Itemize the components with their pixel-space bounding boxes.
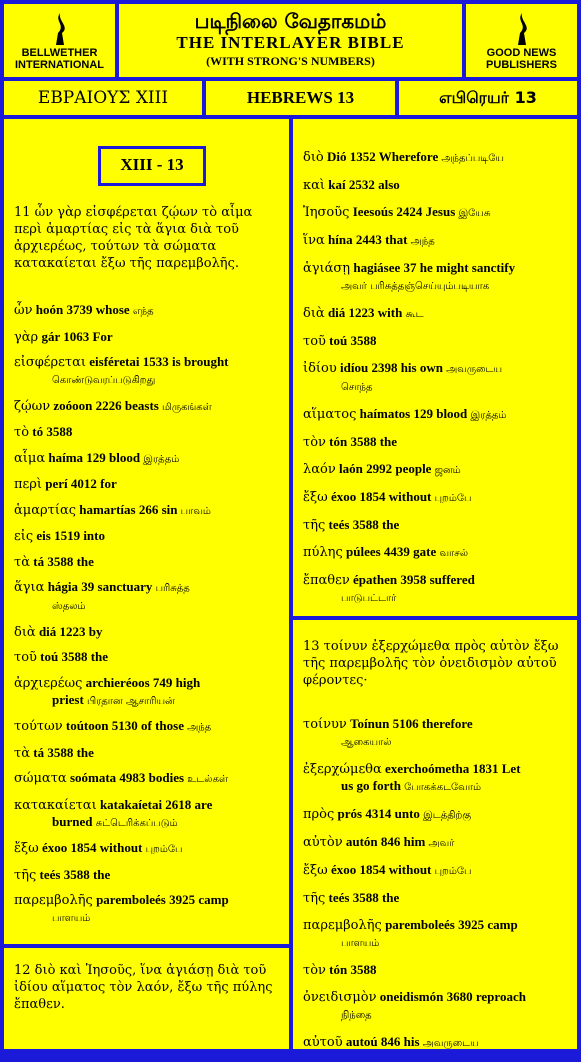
title-block [117, 2, 464, 79]
word-entry [14, 329, 281, 346]
word-entry [303, 989, 569, 1024]
greek-word: ἔπαθεν [303, 573, 350, 588]
word-entry [303, 204, 569, 222]
word-gloss: tón 3588 [325, 962, 377, 977]
word-gloss: katakaíetai 2618 are [96, 796, 213, 812]
entry-continuation [303, 934, 569, 952]
tamil-gloss: புறம்பே [142, 844, 183, 855]
greek-word: διὰ [303, 306, 325, 321]
word-entry [303, 406, 569, 424]
greek-word: περὶ [14, 477, 43, 492]
greek-word: εἰσφέρεται [14, 355, 86, 370]
greek-word: ἔξω [303, 863, 328, 878]
word-entry [303, 517, 569, 534]
word-gloss: hágia 39 sanctuary [44, 579, 153, 594]
tamil-gloss: அவருடைய [419, 1038, 479, 1049]
word-gloss: éxoo 1854 without [327, 862, 432, 877]
word-entry [303, 544, 569, 562]
word-gloss: hína 2443 that [324, 232, 408, 247]
greek-word: διὸ [303, 150, 324, 165]
greek-word: ἔξω [303, 490, 328, 505]
word-gloss: hoón 3739 whose [32, 302, 130, 317]
word-entry [14, 675, 281, 710]
greek-word: εἰς [14, 529, 34, 544]
word-entry [14, 302, 281, 320]
word-gloss: kaí 2532 also [325, 177, 400, 192]
continuation-tamil: போகக்கடவோம் [400, 782, 481, 793]
entry-continuation [14, 692, 281, 710]
word-entry [14, 554, 281, 571]
continuation-tamil: அவர் பரிசுத்தஞ்செய்யும்படியாக [341, 281, 490, 292]
right-top-entry-list [303, 149, 569, 617]
greek-word: Ἰησοῦς [303, 205, 350, 220]
bellwether-logo-text: BELLWETHER INTERNATIONAL [14, 46, 104, 71]
word-gloss: tá 3588 the [29, 744, 94, 760]
word-entry [14, 770, 281, 788]
greek-word: αὐτοῦ [303, 1035, 343, 1050]
word-entry [14, 424, 281, 441]
word-entry [303, 434, 569, 451]
word-gloss: gár 1063 For [38, 328, 113, 344]
word-entry [303, 177, 569, 194]
word-gloss: paremboleés 3925 camp [92, 892, 229, 907]
word-entry [303, 572, 569, 607]
tamil-gloss: அந்த [183, 722, 212, 733]
continuation-tamil: ஆகையால் [341, 737, 392, 748]
word-entry [14, 867, 281, 884]
greek-word: ἐξερχώμεθα [303, 762, 382, 777]
tamil-gloss: புறம்பே [431, 866, 472, 877]
word-gloss: toú 3588 the [36, 649, 109, 664]
word-entry [303, 834, 569, 852]
word-gloss: tá 3588 the [29, 553, 94, 569]
good-news-logo-text: GOOD NEWS PUBLISHERS [486, 46, 557, 71]
greek-word: αἵματος [303, 407, 357, 422]
title-tamil: படிநிலை வேதாகமம் [194, 9, 387, 33]
word-entry [303, 333, 569, 350]
word-gloss: éxoo 1854 without [327, 489, 432, 504]
greek-word: σώματα [14, 771, 67, 786]
greek-word: ἰδίου [303, 361, 337, 376]
entry-continuation [14, 597, 281, 615]
word-gloss: prós 4314 unto [334, 806, 420, 821]
entry-continuation [14, 371, 281, 389]
greek-word: τὸν [303, 435, 326, 450]
greek-word: τοίνυν [303, 717, 347, 732]
greek-word: ἁγιάσῃ [303, 261, 351, 276]
verse-11-text: 11 ὧν γὰρ εἰσφέρεται ζῴων τὸ αἷμα περὶ ἁμαρτίας εἰς τὰ ἅγια διὰ τοῦ ἀρχιερέως, τούτων τὰ σώματα κατακαίεται ἔξω τῆς παρεμβολῆς. [14, 205, 253, 271]
greek-word: αἷμα [14, 450, 46, 466]
greek-word: παρεμβολῆς [14, 893, 93, 908]
greek-word: τὸ [14, 425, 30, 440]
word-entry [303, 917, 569, 952]
greek-word: ἔξω [14, 841, 39, 856]
continuation-tamil: பாளயம் [341, 938, 380, 949]
word-entry [14, 892, 281, 927]
greek-word: τὰ [14, 554, 30, 570]
continuation-english: us go forth [341, 778, 401, 793]
book-tamil-label: எபிரெயர் 13 [439, 87, 537, 107]
word-gloss: perí 4012 for [42, 476, 117, 491]
word-gloss: laón 2992 people [335, 461, 432, 476]
book-english-label: HEBREWS 13 [246, 88, 355, 107]
tamil-gloss: அவர் [425, 838, 455, 849]
book-greek-label: ΕΒΡΑΙΟΥΣ XIII [37, 88, 169, 108]
word-gloss: soómata 4983 bodies [66, 770, 185, 785]
word-entry [303, 149, 569, 167]
greek-word: πύλης [303, 545, 343, 560]
chapter-badge: XIII - 13 [98, 146, 206, 186]
greek-word: ζῴων [14, 398, 51, 414]
greek-word: ἁμαρτίας [14, 502, 76, 518]
continuation-tamil: ஸ்தலம் [52, 601, 86, 612]
word-gloss: exerchoómetha 1831 Let [381, 761, 521, 776]
title-sub: (WITH STRONG'S NUMBERS) [206, 54, 375, 68]
bellwether-logo [2, 2, 117, 79]
entry-continuation [303, 378, 569, 396]
flame-logo-icon [508, 11, 536, 47]
word-entry [14, 579, 281, 615]
greek-word: παρεμβολῆς [303, 918, 382, 933]
verse-13-text: 13 τοίνυν ἐξερχώμεθα πρὸς αὐτὸν ἔξω τῆς παρεμβολῆς τὸν ὀνειδισμὸν αὐτοῦ φέροντες· [303, 639, 559, 688]
greek-word: καὶ [303, 178, 326, 193]
word-gloss: Toínun 5106 therefore [346, 716, 473, 731]
word-entry [303, 862, 569, 880]
greek-word: τῆς [303, 891, 326, 906]
word-gloss: épathen 3958 suffered [349, 572, 475, 587]
entry-continuation [303, 778, 569, 796]
word-gloss: toútoon 5130 of those [62, 718, 184, 733]
tamil-gloss: கூட [402, 309, 424, 320]
entry-continuation [14, 814, 281, 832]
continuation-english: priest [52, 691, 84, 707]
tamil-gloss: உடல்கள் [184, 774, 228, 785]
greek-word: τὸν [303, 963, 326, 978]
word-gloss: teés 3588 the [36, 866, 111, 882]
word-gloss: toú 3588 [325, 333, 377, 348]
continuation-english: burned [52, 813, 93, 829]
continuation-tamil: கொண்டுவரப்படுகிறது [52, 375, 156, 386]
greek-word: ὧν [14, 303, 33, 318]
word-gloss: éxoo 1854 without [38, 840, 143, 855]
continuation-tamil: நிந்தை [341, 1010, 372, 1021]
word-gloss: archieréoos 749 high [82, 674, 201, 690]
word-gloss: haímatos 129 blood [356, 406, 468, 421]
word-gloss: teés 3588 the [325, 890, 400, 905]
word-gloss: eisféretai 1533 is brought [86, 354, 229, 369]
word-entry [14, 718, 281, 736]
word-entry [303, 232, 569, 250]
greek-word: κατακαίεται [14, 797, 97, 813]
word-gloss: haíma 129 blood [45, 449, 141, 465]
word-gloss: hagiásee 37 he might sanctify [350, 260, 516, 275]
book-greek [2, 79, 204, 117]
word-gloss: paremboleés 3925 camp [381, 917, 518, 932]
tamil-gloss: மிருகங்கள் [158, 401, 212, 413]
word-gloss: hamartías 266 sin [76, 501, 178, 517]
continuation-tamil: பிரதான ஆசாரியன் [83, 695, 175, 707]
continuation-tamil: பாடுபட்டார் [341, 593, 397, 604]
tamil-gloss: வாசல் [436, 548, 469, 559]
greek-word: τῆς [14, 867, 37, 883]
word-entry [14, 624, 281, 641]
word-gloss: idíou 2398 his own [336, 360, 443, 375]
entry-continuation [303, 277, 569, 295]
word-gloss: tó 3588 [29, 424, 73, 439]
word-gloss: tón 3588 the [325, 434, 398, 449]
good-news-logo [464, 2, 579, 79]
greek-word: τὰ [14, 745, 30, 761]
word-entry [303, 1034, 569, 1052]
left-panel [2, 117, 291, 946]
word-gloss: oneidismón 3680 reproach [376, 989, 526, 1004]
greek-word: τοῦ [14, 650, 37, 665]
greek-word: λαόν [303, 462, 336, 477]
word-entry [14, 450, 281, 468]
word-entry [14, 840, 281, 858]
continuation-tamil: சொந்த [341, 382, 373, 393]
entry-continuation [303, 1006, 569, 1024]
tamil-gloss: பரிசுத்த [152, 583, 190, 594]
word-entry [303, 461, 569, 479]
greek-word: ἵνα [303, 233, 325, 248]
tamil-gloss: புறம்பே [431, 493, 472, 504]
greek-word: ἀρχιερέως [14, 675, 83, 691]
greek-word: τοῦ [303, 334, 326, 349]
entry-continuation [303, 733, 569, 751]
word-entry [303, 890, 569, 907]
greek-word: διὰ [14, 624, 36, 640]
word-entry [303, 360, 569, 396]
tamil-gloss: அவருடைய [442, 364, 503, 375]
tamil-gloss: இடத்திற்கு [419, 810, 472, 821]
word-entry [14, 649, 281, 666]
tamil-gloss: அந்தப்படியே [438, 153, 504, 164]
word-entry [14, 354, 281, 389]
entry-continuation [303, 589, 569, 607]
word-entry [14, 745, 281, 762]
tamil-gloss: இயேசு [455, 208, 491, 219]
word-entry [303, 716, 569, 751]
greek-word: τῆς [303, 518, 326, 533]
greek-word: γὰρ [14, 329, 39, 345]
word-gloss: diá 1223 with [324, 305, 403, 320]
flame-logo-icon [46, 11, 74, 47]
greek-word: πρὸς [303, 807, 335, 822]
word-entry [303, 260, 569, 295]
tamil-gloss: அந்த [407, 236, 435, 247]
greek-word: τούτων [14, 719, 63, 734]
word-entry [303, 962, 569, 979]
tamil-gloss: எந்த [129, 306, 154, 317]
continuation-tamil: சுட்டெரிக்கப்படும் [92, 817, 178, 829]
word-entry [14, 398, 281, 416]
right-bottom-panel [291, 618, 579, 1051]
word-entry [303, 806, 569, 824]
word-entry [303, 489, 569, 507]
greek-word: αὐτὸν [303, 835, 343, 850]
word-gloss: teés 3588 the [325, 517, 400, 532]
word-gloss: autoú 846 his [342, 1034, 420, 1049]
word-entry [14, 502, 281, 520]
greek-word: ὀνειδισμὸν [303, 990, 377, 1005]
right-bottom-entry-list [303, 716, 569, 1062]
word-entry [303, 761, 569, 796]
word-gloss: diá 1223 by [35, 623, 103, 639]
verse-12-panel [2, 946, 291, 1051]
entry-continuation [14, 909, 281, 927]
verse-12-text: 12 διὸ καὶ Ἰησοῦς, ἵνα ἁγιάσῃ διὰ τοῦ ἰδίου αἵματος τὸν λαόν, ἔξω τῆς πύλης ἔπαθεν. [14, 963, 273, 1012]
word-gloss: púlees 4439 gate [342, 544, 437, 559]
greek-word: ἅγια [14, 580, 45, 595]
left-entry-list [14, 302, 281, 936]
word-entry [303, 305, 569, 323]
word-gloss: zoóoon 2226 beasts [50, 397, 159, 413]
word-gloss: Ieesoús 2424 Jesus [349, 204, 456, 219]
continuation-tamil: பாளயம் [52, 913, 91, 924]
right-top-panel [291, 117, 579, 618]
book-tamil [397, 79, 579, 117]
title-english: THE INTERLAYER BIBLE [176, 33, 405, 52]
word-gloss: Dió 1352 Wherefore [323, 149, 439, 164]
word-entry [14, 476, 281, 493]
tamil-gloss: இரத்தம் [467, 410, 507, 421]
word-gloss: autón 846 him [342, 834, 426, 849]
tamil-gloss: ஜனம் [431, 465, 461, 476]
book-english [204, 79, 397, 117]
tamil-gloss: பாவம் [177, 505, 211, 517]
word-entry [14, 797, 281, 832]
word-entry [14, 528, 281, 545]
word-gloss: eis 1519 into [33, 528, 105, 543]
tamil-gloss: இரத்தம் [140, 453, 180, 465]
